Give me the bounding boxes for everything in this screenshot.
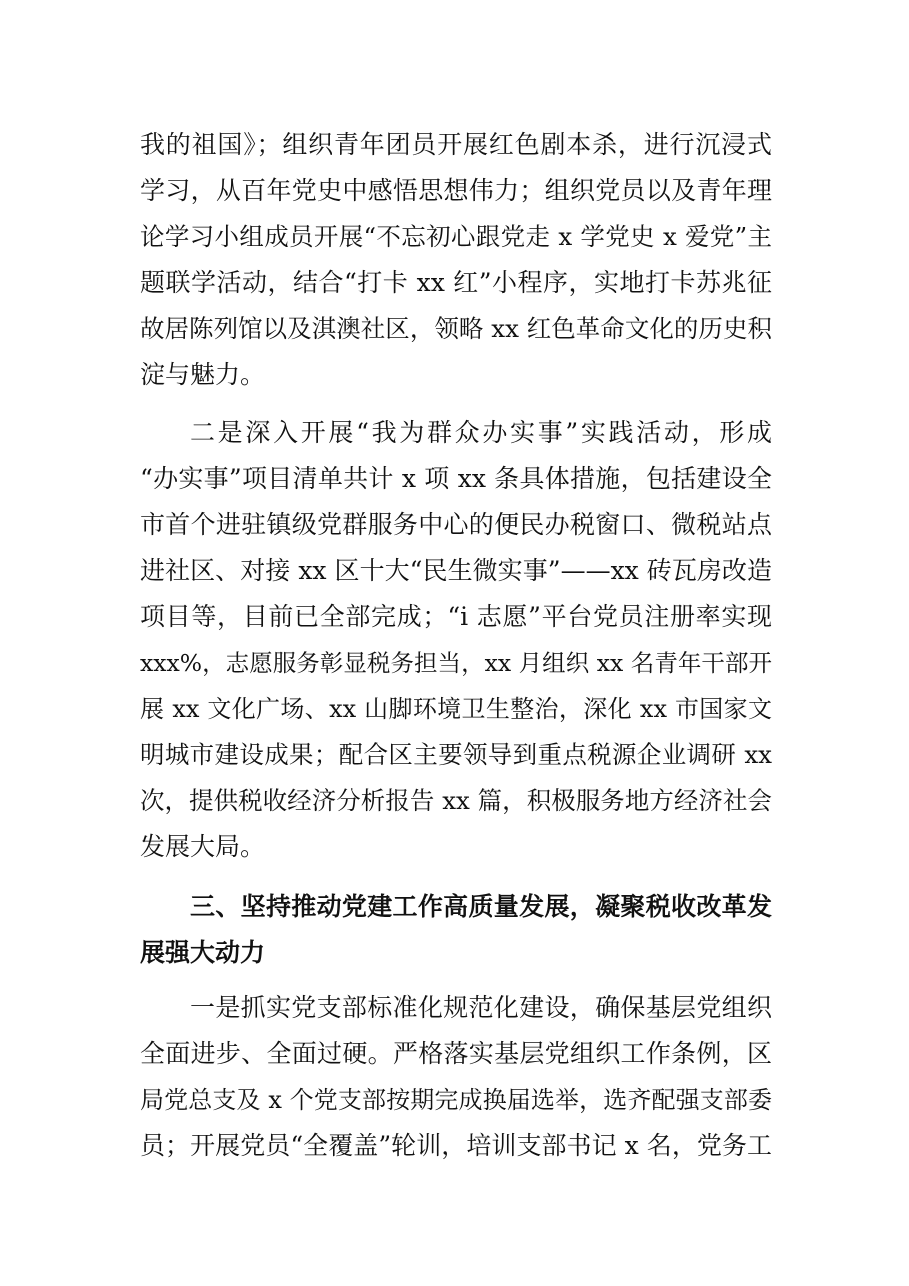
paragraph-2-line-5: 项目等，目前已全部完成；“i 志愿”平台党员注册率实现	[140, 602, 772, 631]
paragraph-2-line-2: “办实事”项目清单共计 x 项 xx 条具体措施，包括建设全	[140, 464, 772, 493]
paragraph-1-line-1: 我的祖国》；组织青年团员开展红色剧本杀，进行沉浸式	[140, 130, 772, 159]
paragraph-2-line-8: 明城市建设成果；配合区主要领导到重点税源企业调研 xx	[140, 740, 772, 769]
paragraph-2-line-1: 二是深入开展“我为群众办实事”实践活动，形成	[190, 418, 772, 447]
paragraph-3-line-2: 全面进步、全面过硬。严格落实基层党组织工作条例，区	[140, 1039, 772, 1068]
paragraph-1-line-4: 题联学活动，结合“打卡 xx 红”小程序，实地打卡苏兆征	[140, 268, 772, 297]
paragraph-2-line-6: xxx%，志愿服务彰显税务担当，xx 月组织 xx 名青年干部开	[140, 649, 772, 677]
paragraph-2-line-4: 进社区、对接 xx 区十大“民生微实事”——xx 砖瓦房改造	[140, 556, 772, 585]
section-heading-line-1: 三、坚持推动党建工作高质量发展，凝聚税收改革发	[190, 892, 772, 921]
paragraph-2-line-9: 次，提供税收经济分析报告 xx 篇，积极服务地方经济社会	[140, 786, 772, 815]
section-heading-line-2: 展强大动力	[140, 938, 266, 967]
paragraph-1-line-6: 淀与魅力。	[140, 360, 266, 389]
paragraph-2-line-3: 市首个进驻镇级党群服务中心的便民办税窗口、微税站点	[140, 510, 772, 539]
paragraph-3-line-1: 一是抓实党支部标准化规范化建设，确保基层党组织	[190, 993, 772, 1022]
paragraph-3-line-4: 员；开展党员“全覆盖”轮训，培训支部书记 x 名，党务工	[140, 1131, 772, 1160]
paragraph-2-line-7: 展 xx 文化广场、xx 山脚环境卫生整治，深化 xx 市国家文	[140, 695, 772, 723]
paragraph-1-line-5: 故居陈列馆以及淇澳社区，领略 xx 红色革命文化的历史积	[140, 314, 772, 343]
paragraph-3-line-3: 局党总支及 x 个党支部按期完成换届选举，选齐配强支部委	[140, 1086, 772, 1114]
paragraph-1-line-2: 学习，从百年党史中感悟思想伟力；组织党员以及青年理	[140, 176, 772, 205]
paragraph-1-line-3: 论学习小组成员开展“不忘初心跟党走 x 学党史 x 爱党”主	[140, 222, 772, 251]
paragraph-2-line-10: 发展大局。	[140, 832, 266, 861]
